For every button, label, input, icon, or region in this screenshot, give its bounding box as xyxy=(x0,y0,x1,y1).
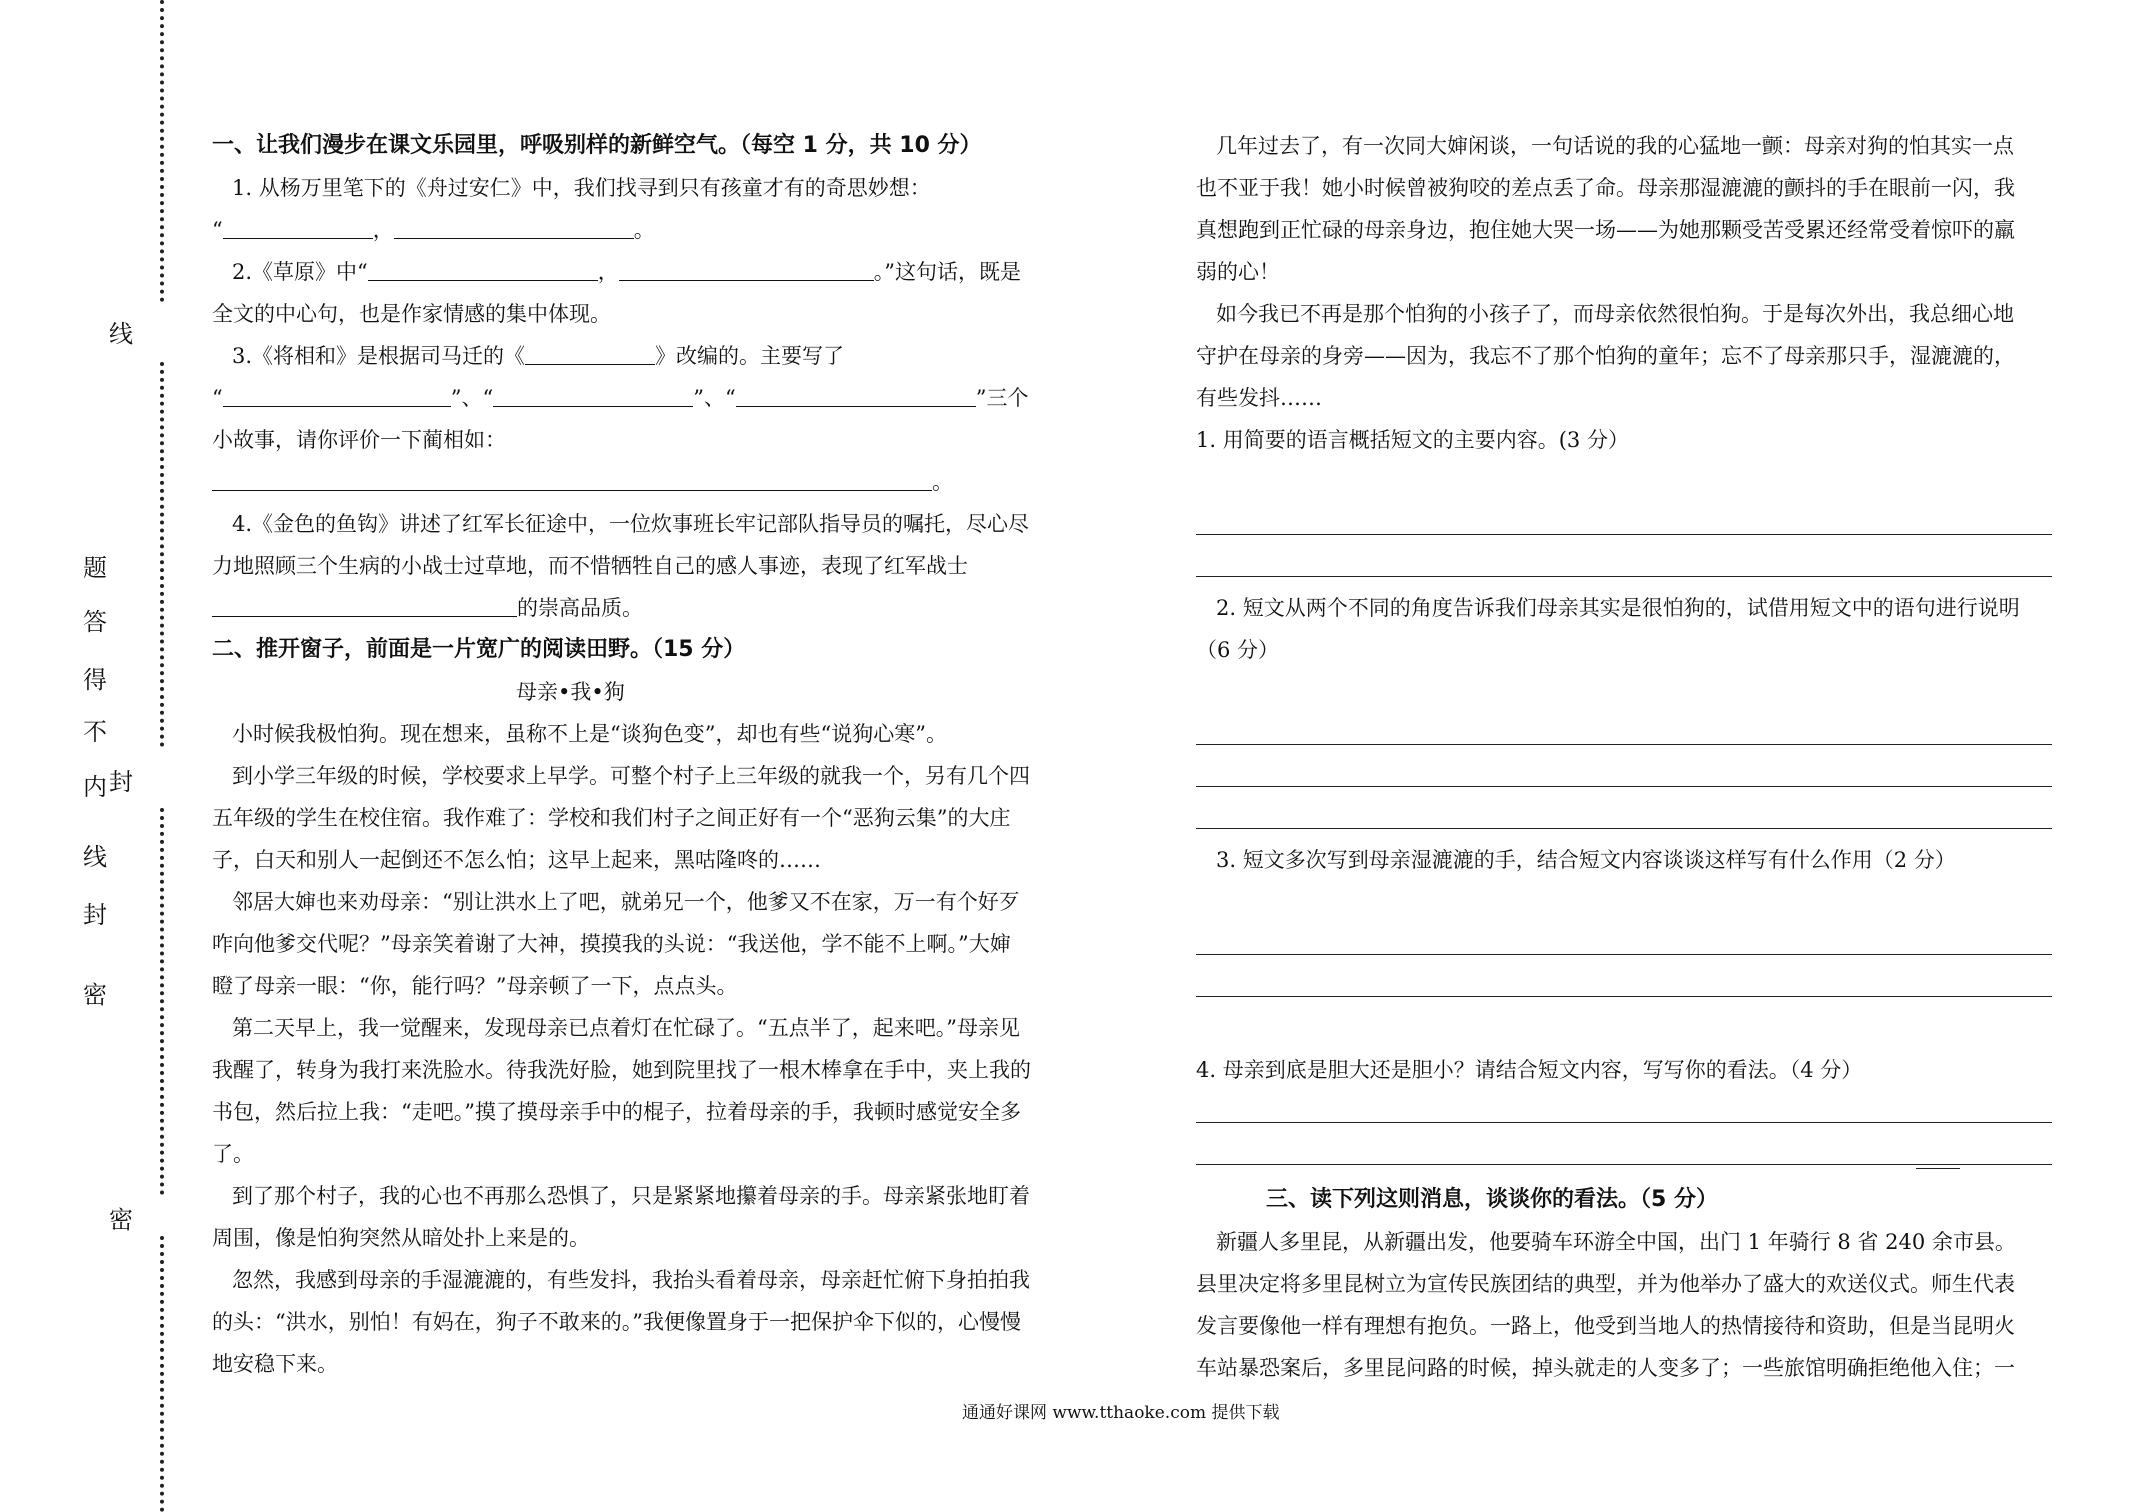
story-line: 瞪了母亲一眼：“你，能行吗？”母亲顿了一下，点点头。 xyxy=(212,974,738,998)
margin-seal-char: 内 xyxy=(83,773,107,801)
reading-question-2: 2. 短文从两个不同的角度告诉我们母亲其实是很怕狗的，试借用短文中的语句进行说明 xyxy=(1216,596,2020,620)
reading-question-1: 1. 用简要的语言概括短文的主要内容。(3 分） xyxy=(1196,428,1629,452)
story-line: 咋向他爹交代呢？”母亲笑着谢了大神，摸摸我的头说：“我送他，学不能不上啊。”大婶 xyxy=(212,932,1011,956)
answer-line[interactable] xyxy=(1196,996,2052,997)
question-3-blanks: “ ”、“ ”、“ ”三个 xyxy=(212,386,1029,410)
question-2-cont: 全文的中心句，也是作家情感的集中体现。 xyxy=(212,302,611,326)
story-line: 五年级的学生在校住宿。我作难了：学校和我们村子之间正好有一个“恶狗云集”的大庄 xyxy=(212,806,1011,830)
footer-source: 通通好课网 www.tthaoke.com 提供下载 xyxy=(962,1403,1280,1423)
reading-question-3: 3. 短文多次写到母亲湿漉漉的手，结合短文内容谈谈这样写有什么作用（2 分） xyxy=(1216,848,1956,872)
news-line: 新疆人多里昆，从新疆出发，他要骑车环游全中国，出门 1 年骑行 8 省 240 余市县。 xyxy=(1216,1230,2016,1254)
question-3-cont: 小故事，请你评价一下蔺相如： xyxy=(212,428,506,452)
news-line: 发言要像他一样有理想有抱负。一路上，他受到当地人的热情接待和资助，但是当昆明火 xyxy=(1196,1314,2015,1338)
story-line: 小时候我极怕狗。现在想来，虽称不上是“谈狗色变”，却也有些“说狗心寒”。 xyxy=(232,722,947,746)
answer-line[interactable] xyxy=(1196,1122,2052,1123)
answer-blank[interactable] xyxy=(525,344,655,365)
question-3: 3.《将相和》是根据司马迁的《 》改编的。主要写了 xyxy=(232,344,845,368)
answer-line[interactable] xyxy=(1196,828,2052,829)
answer-line[interactable] xyxy=(1196,744,2052,745)
binding-margin xyxy=(0,0,200,1512)
story-title: 母亲•我•狗 xyxy=(516,680,625,704)
section-2-title: 二、推开窗子，前面是一片宽广的阅读田野。（15 分） xyxy=(212,637,746,662)
story-line: 子，白天和别人一起倒还不怎么怕；这早上起来，黑咕隆咚的…… xyxy=(212,848,821,872)
answer-line[interactable] xyxy=(1196,786,2052,787)
question-4: 4.《金色的鱼钩》讲述了红军长征途中，一位炊事班长牢记部队指导员的嘱托，尽心尽 xyxy=(232,512,1030,536)
reading-question-4: 4. 母亲到底是胆大还是胆小？请结合短文内容，写写你的看法。（4 分） xyxy=(1196,1058,1863,1082)
reading-question-2-score: （6 分） xyxy=(1196,638,1280,662)
news-line: 车站暴恐案后，多里昆问路的时候，掉头就走的人变多了；一些旅馆明确拒绝他入住；一 xyxy=(1196,1356,2015,1380)
story-line: 地安稳下来。 xyxy=(212,1352,338,1376)
story-line: 到小学三年级的时候，学校要求上早学。可整个村子上三年级的就我一个，另有几个四 xyxy=(232,764,1030,788)
story-line: 我醒了，转身为我打来洗脸水。待我洗好脸，她到院里找了一根木棒拿在手中，夹上我的 xyxy=(212,1058,1031,1082)
story-line: 守护在母亲的身旁——因为，我忘不了那个怕狗的童年；忘不了母亲那只手，湿漉漉的， xyxy=(1196,344,2015,368)
question-4-blank: 的崇高品质。 xyxy=(212,594,643,622)
story-line: 第二天早上，我一觉醒来，发现母亲已点着灯在忙碌了。“五点半了，起来吧。”母亲见 xyxy=(232,1016,1020,1040)
seal-line-bottom xyxy=(160,1236,164,1512)
answer-blank[interactable] xyxy=(368,260,598,281)
question-3-answer: 。 xyxy=(212,468,953,496)
question-2: 2.《草原》中“ ， 。”这句话，既是 xyxy=(232,260,1022,284)
answer-blank[interactable] xyxy=(212,470,932,491)
story-line: 的头：“洪水，别怕！有妈在，狗子不敢来的。”我便像置身于一把保护伞下似的，心慢慢 xyxy=(212,1310,1021,1334)
answer-blank[interactable] xyxy=(223,386,451,407)
margin-seal-char: 线 xyxy=(109,320,133,348)
section-1-title: 一、让我们漫步在课文乐园里，呼吸别样的新鲜空气。（每空 1 分，共 10 分） xyxy=(212,133,982,158)
question-1-blanks: “ ， 。 xyxy=(212,218,655,242)
margin-seal-char: 不 xyxy=(83,718,107,746)
margin-seal-char: 题 xyxy=(83,554,107,582)
margin-seal-char: 密 xyxy=(83,981,107,1009)
story-line: 周围，像是怕狗突然从暗处扑上来是的。 xyxy=(212,1226,590,1250)
question-4-cont: 力地照顾三个生病的小战士过草地，而不惜牺牲自己的感人事迹，表现了红军战士 xyxy=(212,554,968,578)
story-line: 弱的心！ xyxy=(1196,260,1280,284)
story-line: 也不亚于我！她小时候曾被狗咬的差点丢了命。母亲那湿漉漉的颤抖的手在眼前一闪，我 xyxy=(1196,176,2015,200)
answer-line[interactable] xyxy=(1196,1164,2052,1165)
story-line: 了。 xyxy=(212,1142,254,1166)
answer-blank[interactable] xyxy=(619,260,874,281)
answer-blank[interactable] xyxy=(493,386,693,407)
story-line: 邻居大婶也来劝母亲：“别让洪水上了吧，就弟兄一个，他爹又不在家，万一有个好歹 xyxy=(232,890,1020,914)
margin-seal-char: 答 xyxy=(83,608,107,636)
score-mark xyxy=(1916,1168,1960,1169)
story-line: 几年过去了，有一次同大婶闲谈，一句话说的我的心猛地一颤：母亲对狗的怕其实一点 xyxy=(1216,134,2014,158)
news-line: 县里决定将多里昆树立为宣传民族团结的典型，并为他举办了盛大的欢送仪式。师生代表 xyxy=(1196,1272,2015,1296)
story-line: 真想跑到正忙碌的母亲身边，抱住她大哭一场——为她那颗受苦受累还经常受着惊吓的羸 xyxy=(1196,218,2015,242)
answer-blank[interactable] xyxy=(394,218,634,239)
answer-blank[interactable] xyxy=(736,386,976,407)
story-line: 书包，然后拉上我：“走吧。”摸了摸母亲手中的棍子，拉着母亲的手，我顿时感觉安全多 xyxy=(212,1100,1021,1124)
seal-line-top xyxy=(160,0,164,302)
margin-seal-char: 密 xyxy=(109,1206,133,1234)
answer-line[interactable] xyxy=(1196,576,2052,577)
answer-blank[interactable] xyxy=(223,218,373,239)
answer-line[interactable] xyxy=(1196,954,2052,955)
answer-blank[interactable] xyxy=(212,596,517,617)
story-line: 忽然，我感到母亲的手湿漉漉的，有些发抖，我抬头看着母亲，母亲赶忙俯下身拍拍我 xyxy=(232,1268,1030,1292)
margin-seal-char: 封 xyxy=(83,901,107,929)
story-line: 如今我已不再是那个怕狗的小孩子了，而母亲依然很怕狗。于是每次外出，我总细心地 xyxy=(1216,302,2014,326)
margin-seal-char: 得 xyxy=(83,666,107,694)
seal-line-lower xyxy=(160,808,164,1195)
margin-seal-char: 线 xyxy=(83,843,107,871)
margin-seal-char: 封 xyxy=(109,768,133,796)
seal-line-upper xyxy=(160,362,164,747)
story-line: 有些发抖…… xyxy=(1196,386,1322,410)
story-line: 到了那个村子，我的心也不再那么恐惧了，只是紧紧地攥着母亲的手。母亲紧张地盯着 xyxy=(232,1184,1030,1208)
answer-line[interactable] xyxy=(1196,534,2052,535)
section-3-title: 三、读下列这则消息，谈谈你的看法。（5 分） xyxy=(1266,1187,1718,1212)
question-1: 1. 从杨万里笔下的《舟过安仁》中，我们找寻到只有孩童才有的奇思妙想： xyxy=(232,176,931,200)
